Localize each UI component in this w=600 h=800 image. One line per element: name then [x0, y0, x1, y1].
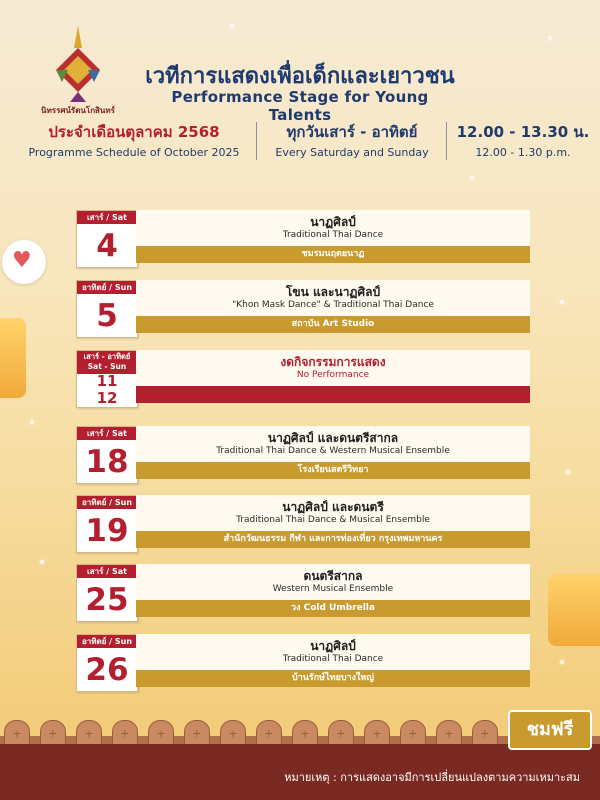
schedule-row-cancelled — [74, 348, 532, 406]
lantern-right — [548, 574, 600, 646]
performer: บ้านรักษ์ไทยบางใหญ่ — [291, 673, 375, 683]
free-admission-badge: ชมฟรี — [508, 710, 592, 750]
date-card — [76, 280, 138, 338]
activity-en: Traditional Thai Dance & Western Musical Ensemble — [216, 446, 450, 456]
activity-en: Traditional Thai Dance — [282, 654, 384, 664]
footnote: หมายเหตุ : การแสดงอาจมีการเปลี่ยนแปลงตามความเหมาะสม — [284, 771, 580, 784]
activity-en: Traditional Thai Dance — [282, 230, 384, 240]
schedule-row — [74, 208, 532, 266]
performer-bar — [136, 386, 530, 403]
date-card — [76, 350, 138, 408]
schedule-row — [74, 424, 532, 482]
activity-box — [136, 280, 530, 316]
performer-bar — [136, 246, 530, 263]
sparkle — [548, 36, 552, 40]
logo-text: นิทรรศน์รัตนโกสินทร์ — [41, 106, 115, 115]
activity-en: Western Musical Ensemble — [272, 584, 394, 594]
divider — [446, 122, 447, 160]
date-card — [76, 210, 138, 268]
activity-box — [136, 350, 530, 386]
activity-th: นาฏศิลป์ และดนตรีสากล — [267, 431, 399, 445]
day-label: เสาร์ / Sat — [77, 211, 137, 224]
lantern-left — [0, 318, 26, 398]
day-label: เสาร์ - อาทิตย์ Sat - Sun — [77, 351, 137, 374]
activity-box — [136, 210, 530, 246]
days-info — [262, 120, 442, 159]
date-card — [76, 564, 138, 622]
date-number: 25 — [85, 582, 129, 618]
activity-th: ดนตรีสากล — [303, 569, 363, 583]
month-info — [18, 120, 250, 159]
date-card — [76, 634, 138, 692]
day-label: อาทิตย์ / Sun — [77, 635, 137, 648]
performer: สถาบัน Art Studio — [291, 319, 375, 329]
date-number: 26 — [85, 652, 129, 688]
time-en: 12.00 - 1.30 p.m. — [475, 146, 571, 159]
logo — [38, 26, 118, 112]
day-label: อาทิตย์ / Sun — [77, 496, 137, 509]
activity-th: งดกิจกรรมการแสดง — [280, 355, 386, 369]
page-title-th: เวทีการแสดงเพื่อเด็กและเยาวชน — [145, 64, 455, 89]
sparkle — [40, 560, 44, 564]
date-number: 18 — [85, 444, 129, 480]
performer-bar — [136, 531, 530, 548]
month-en: Programme Schedule of October 2025 — [28, 146, 240, 159]
day-label: เสาร์ / Sat — [77, 427, 137, 440]
sparkle — [470, 176, 474, 180]
activity-box — [136, 495, 530, 531]
activity-en: Traditional Thai Dance & Musical Ensemble — [236, 515, 430, 525]
schedule-row — [74, 278, 532, 336]
heart-bubble-icon: ♥ — [2, 240, 46, 284]
performer: โรงเรียนสตรีวิทยา — [297, 465, 369, 475]
activity-en: No Performance — [296, 370, 370, 380]
schedule-row — [74, 632, 532, 690]
activity-th: โขน และนาฏศิลป์ — [285, 285, 381, 299]
sparkle — [566, 470, 570, 474]
activity-th: นาฏศิลป์ — [310, 215, 356, 229]
date-number: 19 — [85, 513, 129, 549]
activity-th: นาฏศิลป์ — [310, 639, 356, 653]
sparkle — [30, 420, 34, 424]
date-card — [76, 426, 138, 484]
activity-box — [136, 634, 530, 670]
date-card — [76, 495, 138, 553]
page-title-en: Performance Stage for Young Talents — [171, 88, 429, 124]
days-th: ทุกวันเสาร์ - อาทิตย์ — [286, 123, 418, 141]
divider — [256, 122, 257, 160]
activity-box — [136, 564, 530, 600]
schedule-row — [74, 562, 532, 620]
performer-bar — [136, 316, 530, 333]
activity-th: นาฏศิลป์ และดนตรี — [282, 500, 384, 514]
days-en: Every Saturday and Sunday — [275, 146, 429, 159]
date-number: 4 — [96, 228, 118, 264]
performer: สำนักวัฒนธรรม กีฬา และการท่องเที่ยว กรุงเทพมหานคร — [223, 534, 443, 544]
sparkle — [230, 24, 234, 28]
schedule-row — [74, 493, 532, 551]
sparkle — [560, 660, 564, 664]
date-number: 11 — [96, 372, 118, 390]
day-label: อาทิตย์ / Sun — [77, 281, 137, 294]
performer-bar — [136, 462, 530, 479]
activity-en: "Khon Mask Dance" & Traditional Thai Dance — [232, 300, 434, 310]
date-number: 12 — [96, 389, 118, 407]
time-th: 12.00 - 13.30 น. — [456, 123, 590, 141]
sparkle — [560, 300, 564, 304]
activity-box — [136, 426, 530, 462]
performer-bar — [136, 600, 530, 617]
date-number: 5 — [96, 298, 118, 334]
time-info — [454, 120, 592, 159]
performer: ชมรมนฤตยนาฏ — [301, 249, 365, 259]
performer: วง Cold Umbrella — [291, 603, 375, 613]
performer-bar — [136, 670, 530, 687]
day-label: เสาร์ / Sat — [77, 565, 137, 578]
month-th: ประจำเดือนตุลาคม 2568 — [48, 123, 220, 141]
